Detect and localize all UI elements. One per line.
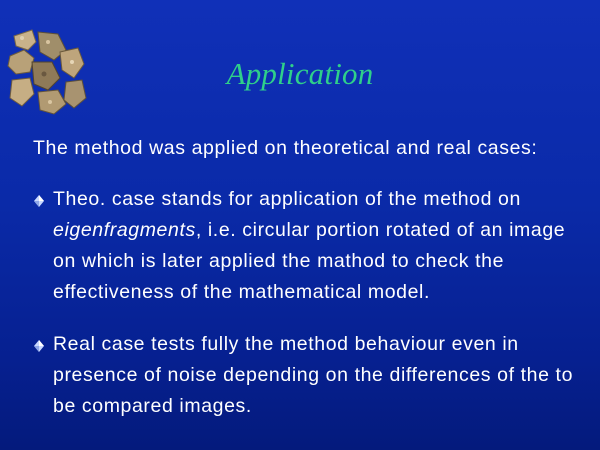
- intro-text: The method was applied on theoretical and real cases:: [33, 137, 538, 159]
- slide-title: Application: [226, 56, 374, 91]
- bullet-text-emphasis: eigenfragments: [53, 219, 196, 241]
- bullet-text-after: , i.e. circular portion rotated of an image on which is later applied the mathod to check the effectiveness of the mathematical model.: [53, 219, 566, 303]
- diamond-bullet-icon: [34, 340, 44, 352]
- bullet-text-before: Theo. case stands for application of the method on: [53, 188, 521, 210]
- diamond-bullet-icon: [34, 195, 44, 207]
- bullet-list: [0, 184, 600, 422]
- bullet-item-real: [0, 329, 600, 422]
- bullet-item-theoretical: [0, 184, 600, 308]
- bullet-text: Real case tests fully the method behaviour even in presence of noise depending on the differences of the to be compared images.: [53, 333, 574, 417]
